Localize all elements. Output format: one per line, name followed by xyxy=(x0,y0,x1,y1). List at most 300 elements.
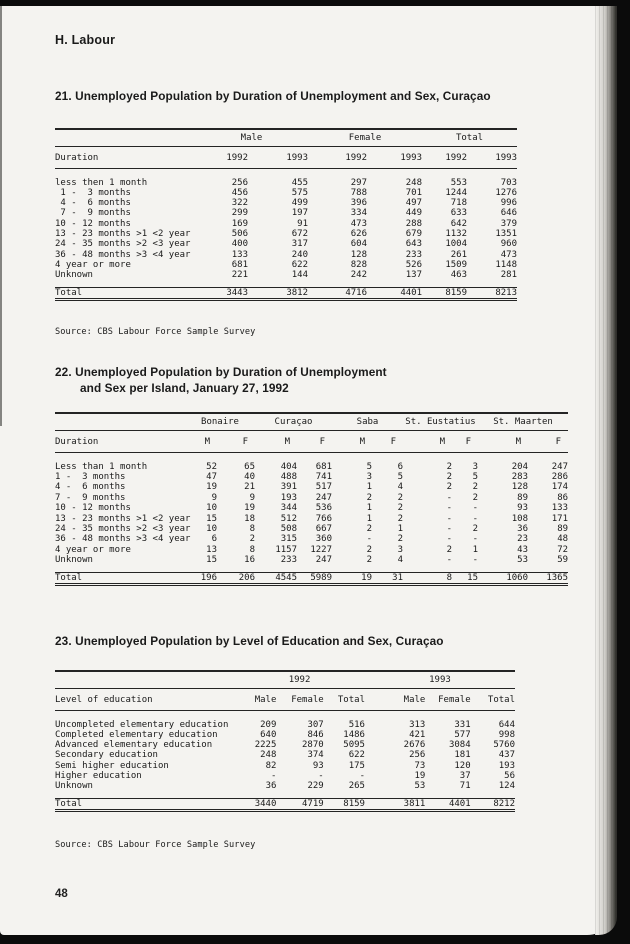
cell-value: 261 xyxy=(450,249,468,260)
cell-value: 1244 xyxy=(445,187,468,198)
cell-value: 2 xyxy=(472,524,479,535)
table-22-title-line2: and Sex per Island, January 27, 1992 xyxy=(80,381,289,395)
sub-header: Total xyxy=(471,689,515,710)
cell-value: 93 xyxy=(312,760,324,771)
cell-value: 133 xyxy=(551,503,569,514)
year-header: 1993 xyxy=(248,147,308,168)
cell-value: 1060 xyxy=(478,572,528,584)
cell-value: 133 xyxy=(231,249,248,260)
cell-value: 1486 xyxy=(343,729,365,740)
cell-value: 59 xyxy=(557,555,569,566)
scan-left-edge xyxy=(0,6,2,426)
spacer-cell xyxy=(55,413,185,431)
year-header: 1992 xyxy=(422,147,467,168)
cell-value: 71 xyxy=(459,781,471,792)
cell-value: 828 xyxy=(350,259,367,270)
row-label: Total xyxy=(55,572,185,584)
cell-value: 19 xyxy=(206,482,217,493)
cell-value: 526 xyxy=(405,259,423,270)
cell-value: 18 xyxy=(244,513,255,524)
spacer-cell xyxy=(55,671,234,689)
cell-value: 299 xyxy=(231,208,248,219)
cell-value: - xyxy=(366,534,372,545)
cell-value: 2 xyxy=(472,482,479,493)
cell-value: - xyxy=(359,771,365,782)
table-row xyxy=(55,781,515,798)
cell-value: 536 xyxy=(315,503,332,514)
sub-header: Male xyxy=(365,689,425,710)
table-21 xyxy=(55,128,517,301)
cell-value: 209 xyxy=(260,719,277,730)
cell-value: 2 xyxy=(472,492,479,503)
cell-value: 91 xyxy=(297,218,308,229)
cell-value: 1 xyxy=(366,513,372,524)
cell-value: 667 xyxy=(315,524,332,535)
cell-value: 19 xyxy=(332,572,372,584)
table-row xyxy=(55,260,517,270)
cell-value: 622 xyxy=(348,750,365,761)
cell-value: 128 xyxy=(350,249,367,260)
cell-value: 52 xyxy=(206,461,217,472)
cell-value: 2 xyxy=(366,555,372,566)
cell-value: 3443 xyxy=(195,287,248,299)
cell-value: - xyxy=(446,513,452,524)
cell-value: 633 xyxy=(450,208,468,219)
cell-value: 499 xyxy=(291,198,308,209)
table-21-title: 21. Unemployed Population by Duration of Unemployment and Sex, Curaçao xyxy=(55,89,491,103)
cell-value: 455 xyxy=(291,177,308,188)
cell-value: 248 xyxy=(405,177,423,188)
row-label: Completed elementary education xyxy=(55,729,218,740)
cell-value: 1509 xyxy=(445,259,468,270)
cell-value: 5760 xyxy=(493,740,515,751)
cell-value: 642 xyxy=(450,218,468,229)
cell-value: 1276 xyxy=(495,187,518,198)
cell-value: 144 xyxy=(291,270,308,281)
cell-value: 36 xyxy=(517,524,529,535)
cell-value: 315 xyxy=(280,534,297,545)
cell-value: 19 xyxy=(414,771,426,782)
cell-value: 2225 xyxy=(254,740,277,751)
cell-value: 89 xyxy=(517,492,529,503)
cell-value: 8 xyxy=(403,572,452,584)
cell-value: - xyxy=(472,534,479,545)
cell-value: 1 xyxy=(472,544,479,555)
cell-value: 643 xyxy=(405,239,423,250)
cell-value: - xyxy=(318,771,324,782)
cell-value: 516 xyxy=(348,719,365,730)
cell-value: - xyxy=(270,771,277,782)
cell-value: 4401 xyxy=(425,798,470,810)
cell-value: 998 xyxy=(498,729,515,740)
row-label: Advanced elementary education xyxy=(55,740,213,751)
cell-value: 473 xyxy=(500,249,518,260)
cell-value: 1 xyxy=(397,524,403,535)
cell-value: 37 xyxy=(459,771,471,782)
cell-value: - xyxy=(446,492,452,503)
cell-value: - xyxy=(446,524,452,535)
sub-header: Total xyxy=(324,689,365,710)
cell-value: 19 xyxy=(244,503,255,514)
cell-value: 553 xyxy=(450,177,468,188)
sex-header: F xyxy=(217,431,255,452)
table-row xyxy=(55,168,517,188)
cell-value: 120 xyxy=(454,760,471,771)
table-row xyxy=(55,270,517,287)
table-22-title-line1: 22. Unemployed Population by Duration of Unemployment xyxy=(55,365,387,379)
cell-value: 3440 xyxy=(234,798,276,810)
cell-value: 169 xyxy=(231,218,248,229)
cell-value: 846 xyxy=(307,729,324,740)
cell-value: 281 xyxy=(500,270,518,281)
cell-value: 8159 xyxy=(422,287,467,299)
table-23-title: 23. Unemployed Population by Level of Education and Sex, Curaçao xyxy=(55,634,444,648)
cell-value: 2 xyxy=(397,534,403,545)
cell-value: 15 xyxy=(206,513,217,524)
row-label: less then 1 month xyxy=(55,177,148,188)
cell-value: 488 xyxy=(280,472,297,482)
table-row xyxy=(55,740,515,750)
cell-value: 247 xyxy=(315,555,332,566)
cell-value: 718 xyxy=(450,198,468,209)
cell-value: 703 xyxy=(500,177,518,188)
cell-value: 5 xyxy=(397,472,403,482)
cell-value: 221 xyxy=(231,270,248,281)
table-row xyxy=(55,239,517,249)
table-23-total-row xyxy=(55,798,515,810)
cell-value: 766 xyxy=(315,513,332,524)
column-group-bonaire: Bonaire xyxy=(185,413,255,431)
cell-value: 256 xyxy=(231,177,248,188)
row-label: 4 - 6 months xyxy=(55,198,131,209)
cell-value: 379 xyxy=(500,218,518,229)
cell-value: 4719 xyxy=(276,798,323,810)
sex-header: M xyxy=(185,431,217,452)
cell-value: 2870 xyxy=(302,740,324,751)
cell-value: 4545 xyxy=(255,572,297,584)
cell-value: 517 xyxy=(315,482,332,493)
cell-value: 508 xyxy=(280,524,297,535)
row-label: Total xyxy=(55,287,195,299)
cell-value: 3084 xyxy=(448,740,471,751)
book-page-edge xyxy=(595,6,617,935)
page-number: 48 xyxy=(55,888,68,900)
cell-value: 56 xyxy=(504,771,515,782)
column-header-level-of-education: Level of education xyxy=(55,689,234,710)
cell-value: 2 xyxy=(446,472,452,482)
cell-value: 10 xyxy=(206,503,217,514)
cell-value: 6 xyxy=(397,461,403,472)
column-group-total: Total xyxy=(422,129,517,147)
row-label: 10 - 12 months xyxy=(55,218,131,229)
table-row xyxy=(55,493,568,503)
cell-value: 788 xyxy=(350,187,367,198)
cell-value: - xyxy=(472,513,479,524)
cell-value: 247 xyxy=(315,492,332,503)
cell-value: 2 xyxy=(366,492,372,503)
row-label: 4 - 6 months xyxy=(55,482,126,493)
table-row xyxy=(55,730,515,740)
cell-value: 206 xyxy=(217,572,255,584)
cell-value: 8 xyxy=(249,524,255,535)
cell-value: 72 xyxy=(557,544,569,555)
cell-value: 8159 xyxy=(324,798,365,810)
cell-value: 1132 xyxy=(445,229,468,240)
cell-value: 15 xyxy=(452,572,478,584)
row-label: Total xyxy=(55,798,234,810)
sub-header: Male xyxy=(234,689,276,710)
column-header-duration: Duration xyxy=(55,147,195,168)
row-label: Unknown xyxy=(55,781,93,792)
cell-value: 4 xyxy=(397,482,403,493)
cell-value: 449 xyxy=(405,208,423,219)
row-label: 1 - 3 months xyxy=(55,187,131,198)
cell-value: 5 xyxy=(366,461,372,472)
year-header: 1992 xyxy=(308,147,367,168)
cell-value: 229 xyxy=(307,781,324,792)
cell-value: 10 xyxy=(206,524,217,535)
cell-value: 8213 xyxy=(467,287,517,299)
cell-value: 9 xyxy=(249,492,255,503)
sub-header: Female xyxy=(425,689,470,710)
cell-value: 344 xyxy=(280,503,297,514)
cell-value: 124 xyxy=(498,781,515,792)
cell-value: 3 xyxy=(472,461,479,472)
table-row xyxy=(55,771,515,781)
cell-value: 404 xyxy=(280,461,297,472)
cell-value: 1157 xyxy=(275,544,297,555)
table-23 xyxy=(55,670,515,812)
sex-header: F xyxy=(372,431,403,452)
cell-value: 256 xyxy=(409,750,426,761)
row-label: 7 - 9 months xyxy=(55,492,126,503)
row-label: 36 - 48 months >3 <4 year xyxy=(55,534,191,545)
cell-value: 283 xyxy=(511,472,529,482)
cell-value: 6 xyxy=(211,534,217,545)
cell-value: 240 xyxy=(291,249,308,260)
table-row xyxy=(55,514,568,524)
cell-value: 2676 xyxy=(403,740,426,751)
row-label: 4 year or more xyxy=(55,259,131,270)
sex-header: M xyxy=(403,431,452,452)
cell-value: 93 xyxy=(517,503,529,514)
cell-value: - xyxy=(446,503,452,514)
cell-value: 681 xyxy=(315,461,332,472)
cell-value: 1148 xyxy=(495,259,518,270)
cell-value: 8 xyxy=(249,544,255,555)
cell-value: 86 xyxy=(557,492,569,503)
cell-value: 174 xyxy=(551,482,569,493)
row-label: 24 - 35 months >2 <3 year xyxy=(55,524,191,535)
column-group-female: Female xyxy=(308,129,422,147)
table-row xyxy=(55,545,568,555)
cell-value: 21 xyxy=(244,482,255,493)
cell-value: 196 xyxy=(185,572,217,584)
table-22-island-header-row xyxy=(55,413,568,431)
cell-value: 31 xyxy=(372,572,403,584)
row-label: Less than 1 month xyxy=(55,461,148,472)
table-22 xyxy=(55,412,568,586)
cell-value: 456 xyxy=(231,187,248,198)
cell-value: 4401 xyxy=(367,287,422,299)
section-header: H. Labour xyxy=(55,33,116,47)
cell-value: 23 xyxy=(517,534,529,545)
cell-value: 4716 xyxy=(308,287,367,299)
table-row xyxy=(55,208,517,218)
row-label: 24 - 35 months >2 <3 year xyxy=(55,239,191,250)
cell-value: 181 xyxy=(454,750,471,761)
cell-value: 13 xyxy=(206,544,217,555)
table-21-total-row xyxy=(55,287,517,299)
table-row xyxy=(55,229,517,239)
cell-value: 672 xyxy=(291,229,308,240)
cell-value: - xyxy=(472,503,479,514)
cell-value: - xyxy=(472,555,479,566)
cell-value: 506 xyxy=(231,229,248,240)
cell-value: 3 xyxy=(366,472,372,482)
cell-value: 681 xyxy=(231,259,248,270)
cell-value: 400 xyxy=(231,239,248,250)
row-label: 36 - 48 months >3 <4 year xyxy=(55,249,191,260)
cell-value: 331 xyxy=(454,719,471,730)
cell-value: 5 xyxy=(472,472,479,482)
table-21-source: Source: CBS Labour Force Sample Survey xyxy=(55,327,256,337)
cell-value: 334 xyxy=(350,208,367,219)
cell-value: 233 xyxy=(405,249,423,260)
cell-value: 53 xyxy=(414,781,426,792)
column-group-1992: 1992 xyxy=(234,671,365,689)
cell-value: 646 xyxy=(500,208,518,219)
cell-value: 473 xyxy=(350,218,367,229)
cell-value: 3812 xyxy=(248,287,308,299)
cell-value: 437 xyxy=(498,750,515,761)
row-label: Unknown xyxy=(55,555,93,566)
row-label: Semi higher education xyxy=(55,760,169,771)
table-22-total-row xyxy=(55,572,568,584)
cell-value: 741 xyxy=(315,472,332,482)
spacer-cell xyxy=(55,129,195,147)
cell-value: 622 xyxy=(291,259,308,270)
table-row xyxy=(55,534,568,544)
cell-value: 644 xyxy=(498,719,515,730)
table-row xyxy=(55,524,568,534)
column-group-st-eustatius: St. Eustatius xyxy=(403,413,478,431)
cell-value: 396 xyxy=(350,198,367,209)
cell-value: 1227 xyxy=(310,544,332,555)
cell-value: 89 xyxy=(557,524,569,535)
cell-value: 297 xyxy=(350,177,367,188)
sex-header: F xyxy=(452,431,478,452)
cell-value: 2 xyxy=(397,503,403,514)
cell-value: 1365 xyxy=(528,572,568,584)
cell-value: 242 xyxy=(350,270,367,281)
cell-value: 3811 xyxy=(365,798,425,810)
cell-value: 204 xyxy=(511,461,529,472)
sex-header: M xyxy=(255,431,297,452)
cell-value: 2 xyxy=(249,534,255,545)
cell-value: 2 xyxy=(397,513,403,524)
table-row xyxy=(55,188,517,198)
row-label: 1 - 3 months xyxy=(55,472,126,482)
row-label: 10 - 12 months xyxy=(55,503,131,514)
cell-value: 604 xyxy=(350,239,367,250)
table-row xyxy=(55,198,517,208)
sex-header: M xyxy=(478,431,528,452)
row-label: Secondary education xyxy=(55,750,158,761)
table-row xyxy=(55,710,515,730)
table-23-year-header-row xyxy=(55,671,515,689)
cell-value: 4 xyxy=(397,555,403,566)
cell-value: 286 xyxy=(551,472,569,482)
cell-value: 1004 xyxy=(445,239,468,250)
cell-value: 307 xyxy=(307,719,324,730)
cell-value: 3 xyxy=(397,544,403,555)
row-label: Uncompleted elementary education xyxy=(55,719,229,730)
cell-value: 128 xyxy=(511,482,529,493)
cell-value: 960 xyxy=(500,239,518,250)
cell-value: 65 xyxy=(244,461,255,472)
row-label: 4 year or more xyxy=(55,544,131,555)
cell-value: 82 xyxy=(265,760,277,771)
cell-value: 48 xyxy=(557,534,569,545)
cell-value: 53 xyxy=(517,555,529,566)
cell-value: - xyxy=(446,555,452,566)
table-22-title xyxy=(55,364,387,396)
cell-value: 9 xyxy=(211,492,217,503)
table-row xyxy=(55,219,517,229)
column-header-duration: Duration xyxy=(55,431,185,452)
cell-value: 322 xyxy=(231,198,248,209)
sex-header: F xyxy=(297,431,332,452)
cell-value: 40 xyxy=(244,472,255,482)
table-row xyxy=(55,555,568,572)
column-group-st-maarten: St. Maarten xyxy=(478,413,568,431)
cell-value: 2 xyxy=(366,524,372,535)
cell-value: 497 xyxy=(405,198,423,209)
sex-header: F xyxy=(528,431,568,452)
table-21-year-header-row xyxy=(55,147,517,168)
cell-value: 5989 xyxy=(297,572,332,584)
year-header: 1992 xyxy=(195,147,248,168)
table-23-sex-header-row xyxy=(55,689,515,710)
cell-value: 108 xyxy=(511,513,529,524)
cell-value: 16 xyxy=(244,555,255,566)
cell-value: 2 xyxy=(397,492,403,503)
table-23-source: Source: CBS Labour Force Sample Survey xyxy=(55,840,256,850)
cell-value: 626 xyxy=(350,229,367,240)
cell-value: 43 xyxy=(517,544,529,555)
cell-value: 73 xyxy=(414,760,426,771)
cell-value: 8212 xyxy=(471,798,515,810)
cell-value: 463 xyxy=(450,270,468,281)
table-22-sex-header-row xyxy=(55,431,568,452)
row-label: Unknown xyxy=(55,270,93,281)
cell-value: 317 xyxy=(291,239,308,250)
row-label: 13 - 23 months >1 <2 year xyxy=(55,513,191,524)
cell-value: 1351 xyxy=(495,229,518,240)
cell-value: 374 xyxy=(307,750,324,761)
table-row xyxy=(55,750,515,760)
cell-value: 193 xyxy=(280,492,297,503)
cell-value: 577 xyxy=(454,729,471,740)
cell-value: 1 xyxy=(366,482,372,493)
cell-value: 137 xyxy=(405,270,423,281)
row-label: Higher education xyxy=(55,771,142,782)
sub-header: Female xyxy=(276,689,323,710)
column-group-male: Male xyxy=(195,129,308,147)
sex-header: M xyxy=(332,431,372,452)
cell-value: 15 xyxy=(206,555,217,566)
